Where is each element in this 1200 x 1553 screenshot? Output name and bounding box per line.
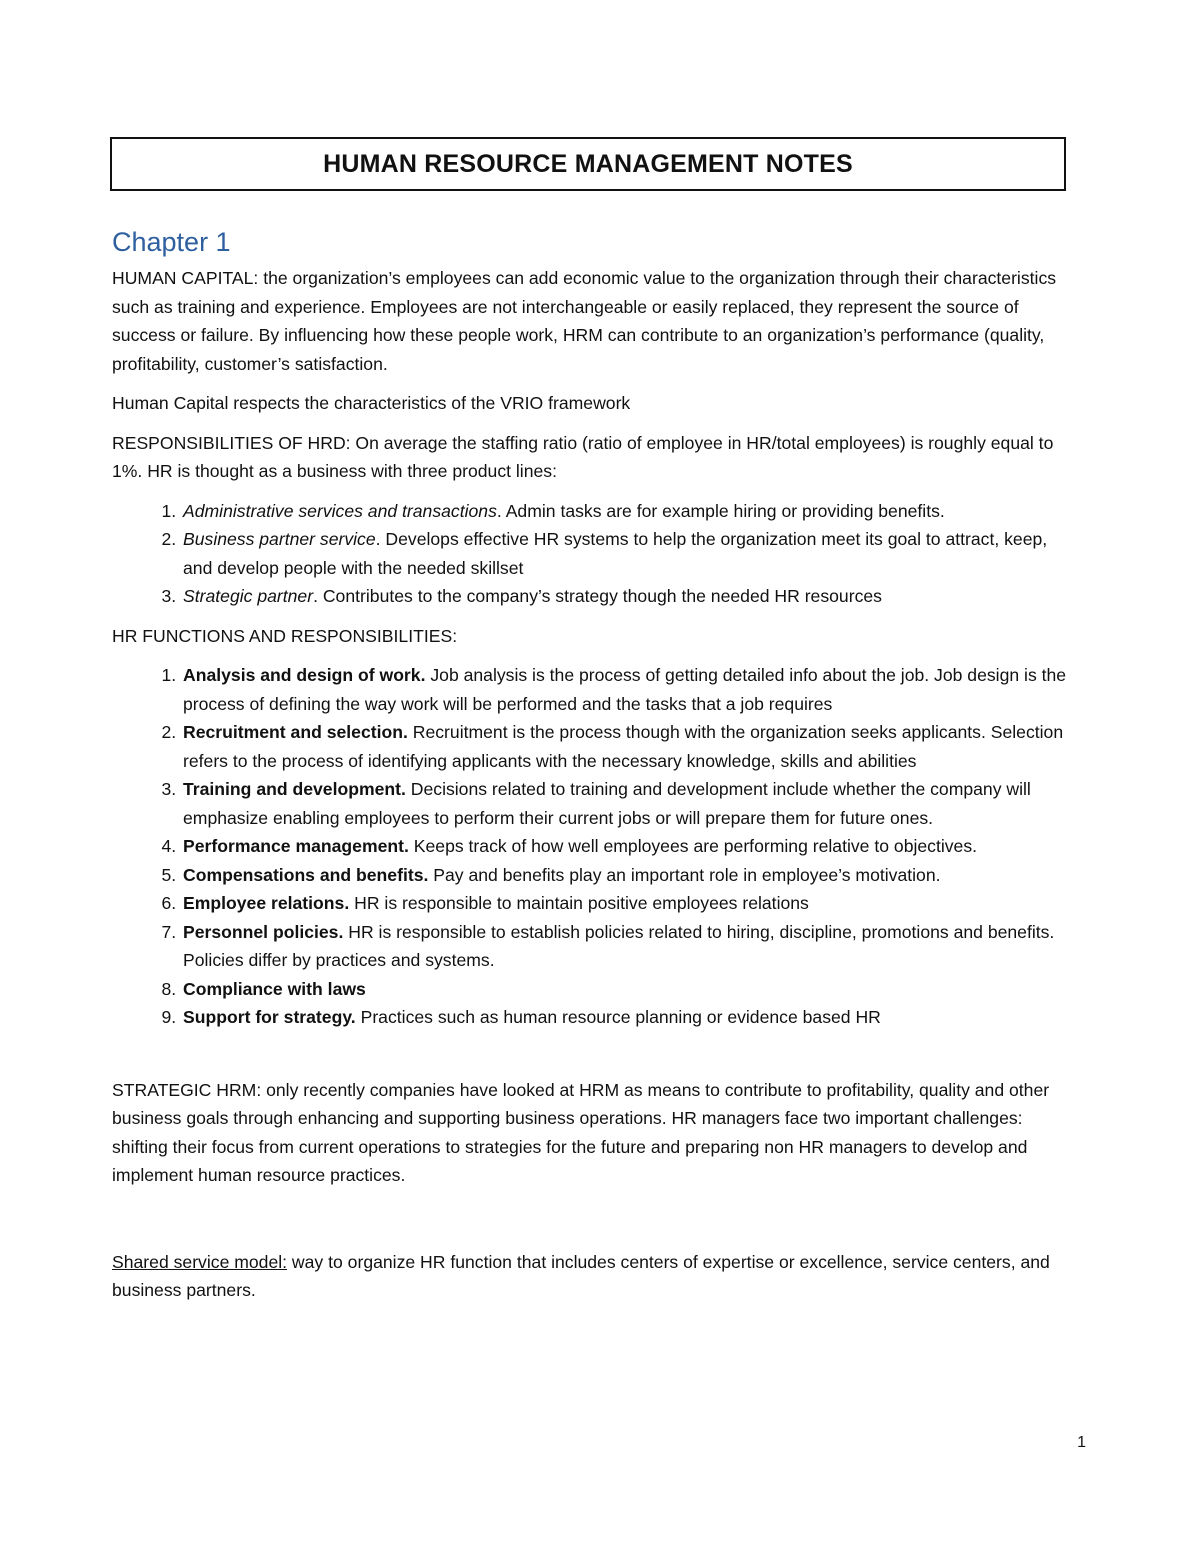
human-capital-paragraph: HUMAN CAPITAL: the organization’s employees can add economic value to the organization through their characteristics such as training and experience. Employees are not interchangeable or easily replaced, they represent the source of success or failure. By influencing how these people work, HRM can contribute to an organization’s performance (quality, profitability, customer’s satisfaction. (112, 268, 1057, 374)
functions-heading: HR FUNCTIONS AND RESPONSIBILITIES: (112, 625, 458, 646)
list-item (181, 918, 1072, 975)
list-item-desc: Recruitment is the process though with the organization seeks applicants. Selection refers to the process of identifying applicants with the necessary knowledge, skills and abilities (183, 722, 1064, 771)
list-item (181, 661, 1072, 718)
document-title: HUMAN RESOURCE MANAGEMENT NOTES (323, 149, 853, 178)
spacer (112, 1043, 1072, 1076)
spacer (112, 1201, 1072, 1248)
list-item-term: Business partner service (183, 529, 376, 549)
list-item-term: Employee relations. (183, 893, 350, 913)
list-item-term: Training and development. (183, 779, 406, 799)
list-item-term: Support for strategy. (183, 1007, 356, 1027)
list-item-desc: HR is responsible to establish policies related to hiring, discipline, promotions and benefits. Policies differ by practices and systems. (183, 921, 1055, 970)
shared-service-desc: way to organize HR function that includes centers of expertise or excellence, service centers, and business partners. (112, 1251, 1050, 1300)
list-item-desc: . Contributes to the company’s strategy though the needed HR resources (313, 586, 882, 606)
list-item-desc: . Admin tasks are for example hiring or providing benefits. (496, 500, 945, 521)
chapter-heading: Chapter 1 (112, 227, 231, 257)
list-item (181, 582, 1072, 611)
responsibilities-hrd-paragraph: RESPONSIBILITIES OF HRD: On average the staffing ratio (ratio of employee in HR/total employees) is roughly equal to 1%. HR is thought as a business with three product lines: (112, 432, 1054, 481)
list-item-term: Analysis and design of work. (183, 665, 426, 685)
shared-service-paragraph (112, 1248, 1072, 1305)
list-item-desc: Decisions related to training and development include whether the company will emphasize enabling employees to perform their current jobs or will prepare them for future ones. (183, 779, 1031, 828)
list-item (181, 497, 1072, 526)
list-item (181, 525, 1072, 582)
strategic-hrm-paragraph: STRATEGIC HRM: only recently companies have looked at HRM as means to contribute to profitability, quality and other business goals through enhancing and supporting business operations. HR managers face two important challenges: shifting their focus from current operations to strategies for the future and preparing non HR managers to develop and implement human resource practices. (112, 1079, 1050, 1185)
product-lines-list (112, 497, 1072, 611)
list-item-term: Compliance with laws (183, 978, 366, 999)
list-item-term: Recruitment and selection. (183, 722, 408, 742)
list-item-desc: Pay and benefits play an important role in employee’s motivation. (428, 864, 941, 885)
document-body (112, 222, 1072, 1316)
list-item (181, 832, 1072, 861)
list-item-term: Administrative services and transactions (183, 500, 497, 521)
list-item-desc: Practices such as human resource planning or evidence based HR (355, 1007, 881, 1027)
list-item-term: Strategic partner (183, 586, 314, 606)
list-item (181, 975, 1072, 1004)
list-item (181, 1003, 1072, 1032)
list-item-term: Performance management. (183, 836, 409, 856)
shared-service-term: Shared service model: (112, 1251, 288, 1272)
title-box (110, 137, 1066, 191)
list-item-desc: Job analysis is the process of getting detailed info about the job. Job design is the process of defining the way work will be performed and the tasks that a job requires (183, 665, 1067, 714)
list-item (181, 775, 1072, 832)
list-item-desc: HR is responsible to maintain positive employees relations (349, 893, 809, 913)
vrio-paragraph: Human Capital respects the characteristics of the VRIO framework (112, 393, 631, 413)
list-item (181, 718, 1072, 775)
list-item-desc: . Develops effective HR systems to help the organization meet its goal to attract, keep, and develop people with the needed skillset (183, 529, 1048, 578)
list-item (181, 861, 1072, 890)
page-number: 1 (1077, 1434, 1086, 1451)
list-item-term: Compensations and benefits. (183, 864, 429, 885)
list-item-term: Personnel policies. (183, 921, 344, 942)
functions-list (112, 661, 1072, 1032)
list-item-desc: Keeps track of how well employees are performing relative to objectives. (408, 836, 978, 856)
list-item (181, 889, 1072, 918)
